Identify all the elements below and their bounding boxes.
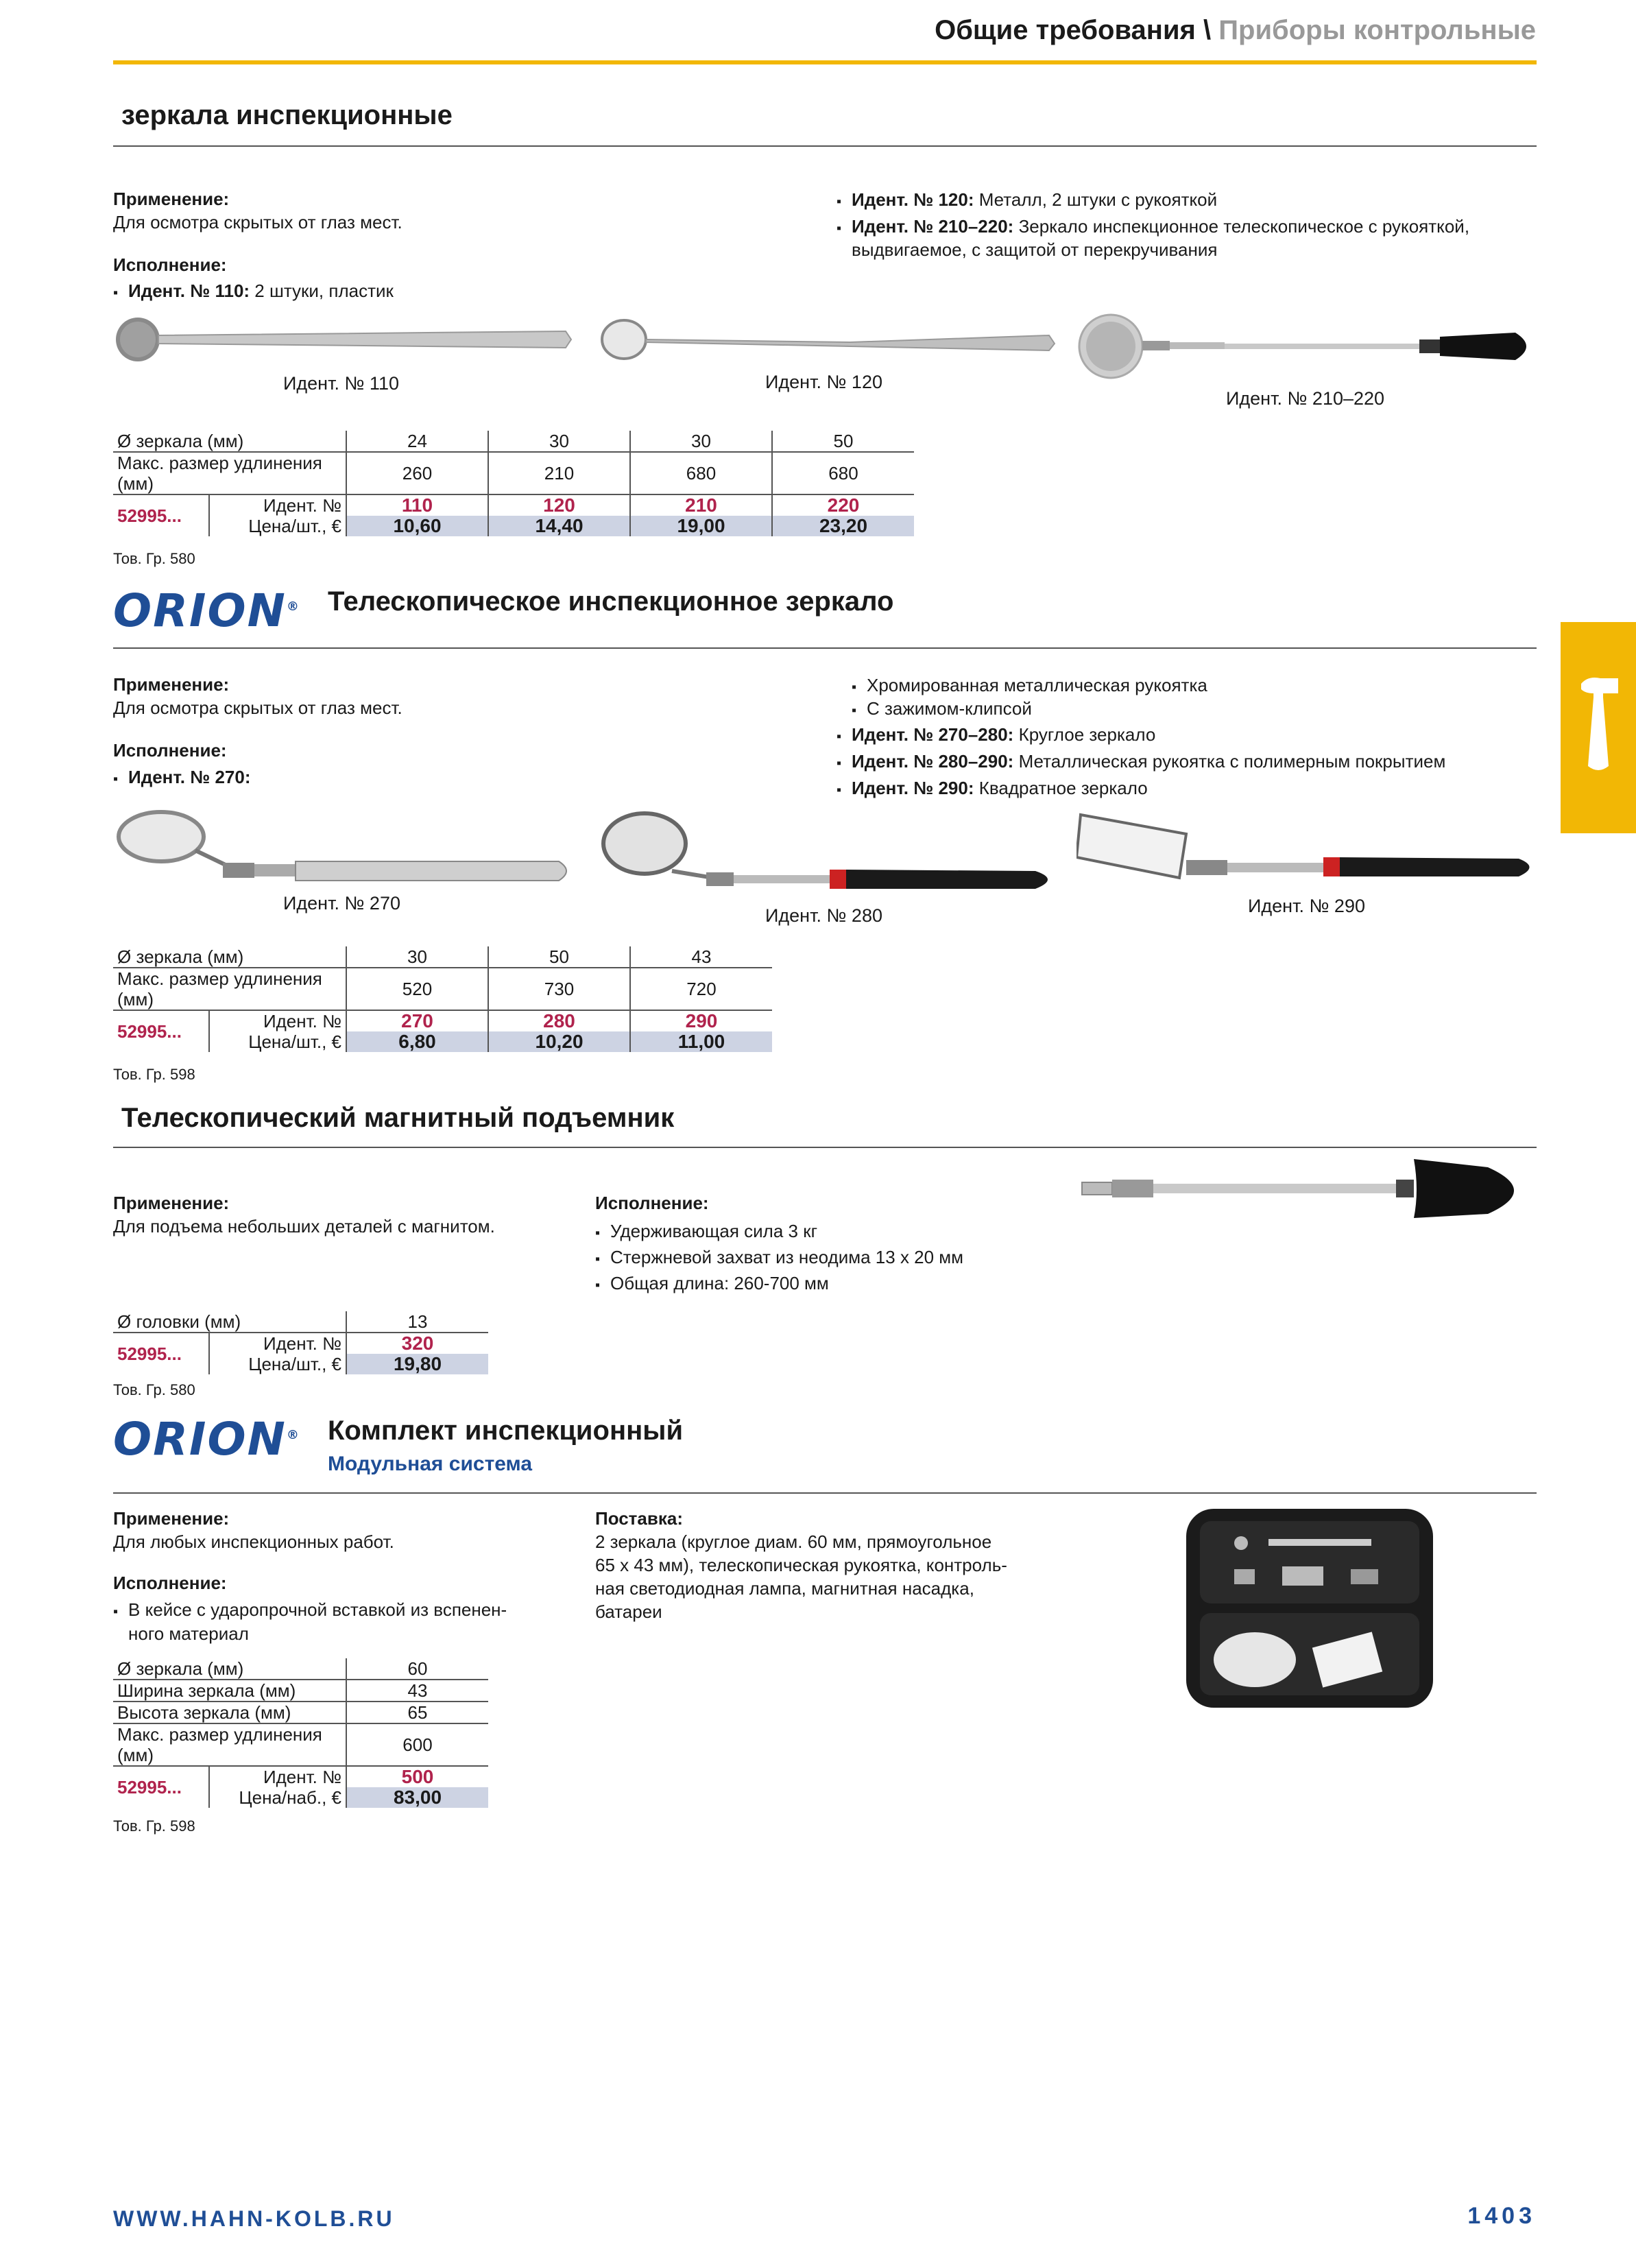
s1-spec-table [113,431,914,536]
s3-exec-item-3: ▪ Общая длина: 260-700 мм [595,1270,829,1298]
s2-right-item-5 [837,775,1148,803]
s1-app-label: Применение: [113,189,230,209]
s2-row-diameter-label: Ø зеркала (мм) [113,946,346,968]
s3-price-label: Цена/шт., € [248,1354,341,1374]
s2-right-item-3-text: Круглое зеркало [1013,724,1156,745]
orion-logo-2-mark: ® [286,1428,300,1442]
s3-app-text: Для подъема небольших деталей с магнитом. [113,1216,495,1237]
mirror-110-image [113,312,579,367]
s4-row-width-label: Ширина зеркала (мм) [113,1680,346,1702]
s4-supply-line-1: 2 зеркала (круглое диам. 60 мм, прямоугольное [595,1531,992,1552]
s1-goods-group: Тов. Гр. 580 [113,550,195,567]
s1-exec-item-text: 2 штуки, пластик [250,280,394,301]
s2-exec-item [113,764,251,792]
s2-price-label: Цена/шт., € [248,1031,341,1052]
s2-right-item-3 [837,721,1155,750]
s1-price-cell: 19,00 [630,516,772,536]
page-number: 1403 [1467,2203,1536,2229]
s2-app-text: Для осмотра скрытых от глаз мест. [113,697,402,718]
s4-cell: 60 [346,1658,488,1680]
s3-exec-label: Исполнение: [595,1193,709,1213]
section-1-rule [113,145,1537,147]
s1-right-item-1 [837,187,1217,215]
s3-price-cell: 19,80 [346,1354,488,1374]
header-category: Общие требования [935,15,1196,45]
s3-id-label: Идент. № [263,1333,341,1354]
s1-cell: 680 [772,452,914,494]
s4-row-diameter-label: Ø зеркала (мм) [113,1658,346,1680]
s4-cell: 600 [346,1723,488,1766]
s1-price-label: Цена/шт., € [248,516,341,536]
s2-caption-290: Идент. № 290 [1248,896,1365,916]
s1-price-cell: 10,60 [346,516,488,536]
s4-goods-group: Тов. Гр. 598 [113,1817,195,1835]
orion-logo-text: ORION [113,584,287,637]
section-3-rule [113,1147,1537,1148]
s1-id-label: Идент. № [263,495,341,516]
s4-cell: 43 [346,1680,488,1702]
s2-cell: 30 [346,946,488,968]
s4-exec-line-1: ▪ В кейсе с ударопрочной вставкой из вспенен- [113,1597,507,1625]
mirror-120-image [597,312,1063,367]
s1-id-cell[interactable]: 110 [346,494,488,516]
s4-spec-table [113,1658,488,1808]
s1-cell: 30 [488,431,630,452]
s4-id-cell[interactable]: 500 [346,1766,488,1787]
s2-id-cell[interactable]: 290 [630,1010,772,1031]
s1-caption-210-220: Идент. № 210–220 [1226,388,1385,409]
s2-caption-270: Идент. № 270 [283,893,400,914]
s1-cell: 260 [346,452,488,494]
orion-logo-mark: ® [286,599,300,614]
s4-supply-line-4: батареи [595,1601,662,1622]
s2-right-item-4 [837,748,1445,776]
s1-id-cell[interactable]: 120 [488,494,630,516]
s1-right-item-1-bold: Идент. № 120: [852,189,974,210]
s2-caption-280: Идент. № 280 [765,905,882,926]
s3-exec-item-2: ▪ Стержневой захват из неодима 13 x 20 мм [595,1244,963,1272]
s3-exec-item-1: ▪ Удерживающая сила 3 кг [595,1218,817,1246]
s1-id-cell[interactable]: 220 [772,494,914,516]
section-4-subtitle: Модульная система [328,1453,533,1475]
s1-cell: 24 [346,431,488,452]
section-4-rule [113,1492,1537,1494]
s3-goods-group: Тов. Гр. 580 [113,1381,195,1398]
s4-exec-line-2: ного материал [128,1623,249,1644]
s2-row-ext-label: Макс. размер удлинения (мм) [113,968,346,1010]
s3-row-head-label: Ø головки (мм) [113,1311,346,1333]
s3-cell: 13 [346,1311,488,1333]
s4-article-code: 52995... [113,1766,209,1808]
s1-right-item-1-text: Металл, 2 штуки с рукояткой [974,189,1218,210]
s3-app-label: Применение: [113,1193,230,1213]
s2-price-cell: 6,80 [346,1031,488,1052]
s4-app-label: Применение: [113,1508,230,1529]
mirror-210-220-image [1076,312,1539,381]
hammer-icon [1561,622,1636,833]
s2-article-code: 52995... [113,1010,209,1052]
s2-right-item-4-text: Металлическая рукоятка с полимерным покрытием [1013,751,1446,772]
section-1-title: зеркала инспекционные [121,100,453,130]
s2-app-label: Применение: [113,674,230,695]
section-2-title: Телескопическое инспекционное зеркало [328,586,894,617]
s2-spec-table [113,946,772,1052]
s1-article-code: 52995... [113,494,209,536]
orion-logo-2-text: ORION [113,1413,287,1466]
s3-id-cell[interactable]: 320 [346,1333,488,1354]
s1-caption-120: Идент. № 120 [765,372,882,392]
s1-right-item-3: выдвигаемое, с защитой от перекручивания [852,239,1218,260]
s1-exec-item-bold: Идент. № 110: [128,280,250,301]
s1-cell: 680 [630,452,772,494]
section-3-title: Телескопический магнитный подъемник [121,1103,675,1133]
header-separator: \ [1203,15,1212,45]
section-2-rule [113,647,1537,649]
s2-right-item-4-bold: Идент. № 280–290: [852,751,1014,772]
s3-spec-table [113,1311,488,1374]
s2-price-cell: 10,20 [488,1031,630,1052]
s1-cell: 50 [772,431,914,452]
footer-url[interactable]: WWW.HAHN-KOLB.RU [113,2206,395,2231]
s1-row-ext-label: Макс. размер удлинения (мм) [113,452,346,494]
s2-right-item-1: ▪ Хромированная металлическая рукоятка [852,672,1207,700]
orion-logo [113,584,300,637]
s4-id-label: Идент. № [263,1767,341,1787]
s1-price-cell: 14,40 [488,516,630,536]
magnetic-pickup-image [1076,1152,1539,1228]
s1-right-item-2-text: Зеркало инспекционное телескопическое с рукояткой, [1013,216,1470,237]
inspection-kit-case-image [1179,1502,1440,1715]
s2-cell: 730 [488,968,630,1010]
s1-app-text: Для осмотра скрытых от глаз мест. [113,212,402,232]
s1-price-cell: 23,20 [772,516,914,536]
s2-goods-group: Тов. Гр. 598 [113,1066,195,1083]
mirror-270-image [113,809,579,885]
s4-supply-label: Поставка: [595,1508,683,1529]
s2-cell: 50 [488,946,630,968]
s2-exec-label: Исполнение: [113,740,227,761]
s2-right-item-5-bold: Идент. № 290: [852,778,974,798]
s4-cell: 65 [346,1702,488,1723]
s2-price-cell: 11,00 [630,1031,772,1052]
s4-supply-line-3: ная светодиодная лампа, магнитная насадка, [595,1578,974,1599]
page-header [935,15,1536,46]
s2-id-cell[interactable]: 270 [346,1010,488,1031]
s2-cell: 520 [346,968,488,1010]
header-subcategory: Приборы контрольные [1218,15,1536,45]
s2-exec-item-bold: Идент. № 270: [128,767,251,787]
s4-price-label: Цена/наб., € [239,1787,341,1808]
s1-right-item-2-bold: Идент. № 210–220: [852,216,1014,237]
s4-price-cell: 83,00 [346,1787,488,1808]
s4-row-ext-label: Макс. размер удлинения (мм) [113,1723,346,1766]
s1-caption-110: Идент. № 110 [283,373,399,394]
s1-exec-label: Исполнение: [113,254,227,275]
s1-exec-item [113,278,394,306]
s1-cell: 210 [488,452,630,494]
s3-article-code: 52995... [113,1333,209,1374]
section-4-title: Комплект инспекционный [328,1416,684,1446]
s2-right-item-2: ▪ С зажимом-клипсой [852,695,1032,724]
mirror-280-image [597,809,1063,892]
s1-row-diameter-label: Ø зеркала (мм) [113,431,346,452]
mirror-290-image [1076,809,1539,885]
s2-id-cell[interactable]: 280 [488,1010,630,1031]
s4-app-text: Для любых инспекционных работ. [113,1531,394,1552]
s4-exec-label: Исполнение: [113,1573,227,1593]
s2-cell: 720 [630,968,772,1010]
s4-row-height-label: Высота зеркала (мм) [113,1702,346,1723]
s2-right-item-3-bold: Идент. № 270–280: [852,724,1014,745]
side-tab[interactable] [1561,622,1636,833]
s1-id-cell[interactable]: 210 [630,494,772,516]
s1-cell: 30 [630,431,772,452]
s2-right-item-5-text: Квадратное зеркало [974,778,1148,798]
s2-id-label: Идент. № [263,1011,341,1031]
s4-supply-line-2: 65 x 43 мм), телескопическая рукоятка, контроль- [595,1555,1007,1575]
orion-logo-2 [113,1413,300,1466]
header-rule [113,60,1537,64]
s2-cell: 43 [630,946,772,968]
